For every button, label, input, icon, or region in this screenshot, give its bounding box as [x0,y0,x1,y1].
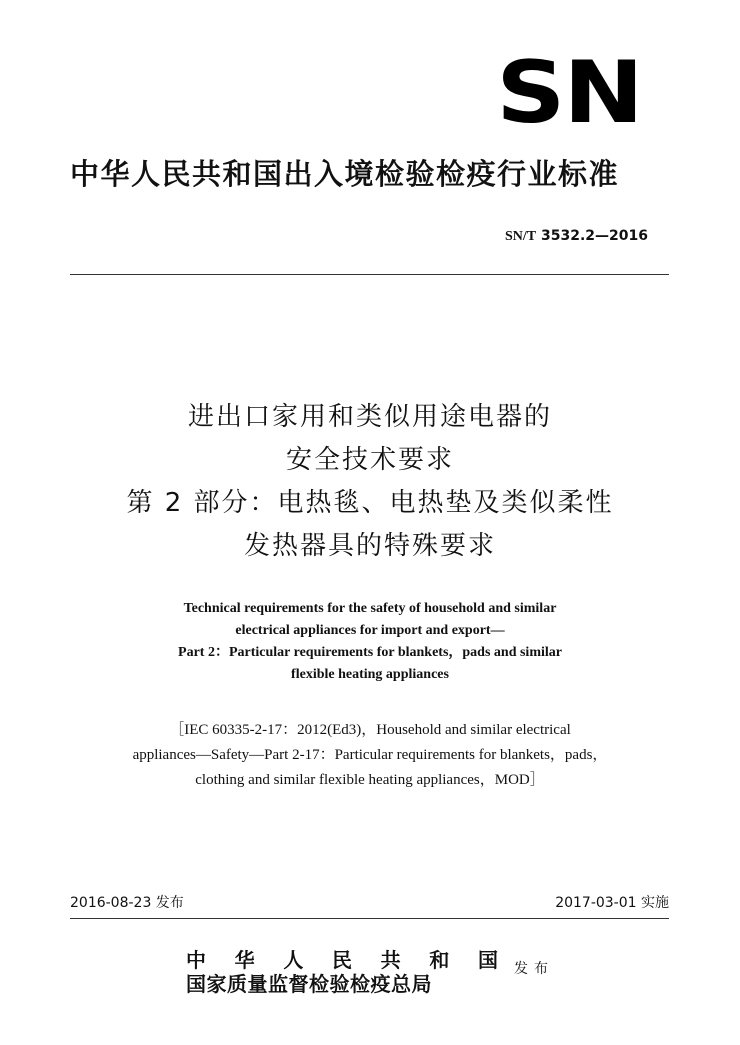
chinese-title [70,396,670,568]
english-title-line: flexible heating appliances [291,667,449,682]
standard-code: 3532.2—2016 [541,228,648,244]
standard-prefix: SN/T [505,229,537,244]
chinese-title-line: 第 2 部分：电热毯、电热垫及类似柔性 [126,488,614,518]
english-title-line: Part 2：Particular requirements for blankets，pads and similar [178,645,562,660]
chinese-title-line: 发热器具的特殊要求 [243,531,496,561]
issued-label: 发布 [514,961,554,977]
english-title-line: Technical requirements for the safety of household and similar [183,601,557,616]
issuing-authority [186,948,498,996]
implementation-date: 2017-03-01 实施 [555,895,669,911]
organization-title: 中华人民共和国出入境检验检疫行业标准 [70,157,620,191]
english-title [70,598,670,686]
issuer-line-1: 中 华 人 民 共 和 国 [186,948,498,972]
top-divider [70,274,669,275]
issuer-line-2: 国家质量监督检验检疫总局 [186,972,432,996]
chinese-title-line: 进出口家用和类似用途电器的 [187,402,552,432]
english-title-line: electrical appliances for import and export— [235,623,505,638]
iec-reference-line: ［IEC 60335-2-17：2012(Ed3)，Household and similar electrical [169,722,571,738]
issue-date: 2016-08-23 发布 [70,895,184,911]
iec-reference [40,718,700,793]
sn-logo: SN [496,43,642,143]
bottom-divider [70,918,669,919]
chinese-title-line: 安全技术要求 [285,445,454,475]
iec-reference-line: clothing and similar flexible heating appliances，MOD］ [195,772,545,788]
iec-reference-line: appliances—Safety—Part 2-17：Particular requirements for blankets，pads， [132,747,608,763]
standard-number [505,228,648,245]
